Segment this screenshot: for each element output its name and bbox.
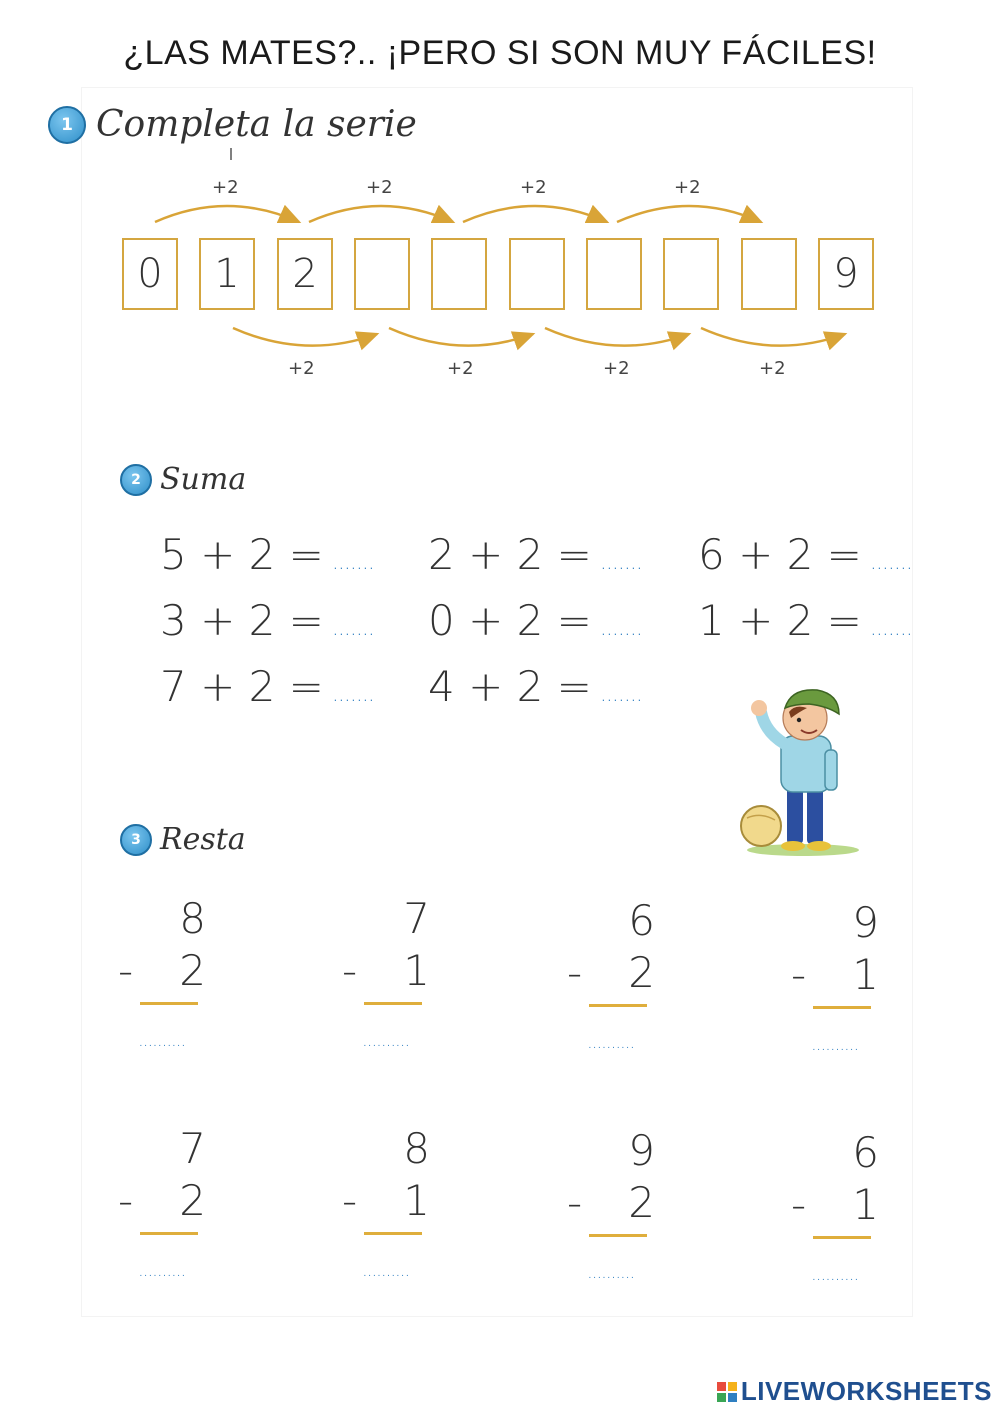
section-1-label: Completa la serie: [96, 104, 417, 145]
equation-expression: 3 + 2 =: [160, 596, 324, 645]
result-line: [589, 1004, 647, 1007]
result-line: [813, 1236, 871, 1239]
top-step-label: +2: [366, 177, 393, 198]
equation-expression: 1 + 2 =: [698, 596, 862, 645]
answer-blank[interactable]: ..........: [587, 1032, 635, 1053]
minus-sign: -: [567, 948, 583, 997]
bottom-arrow: [233, 328, 377, 346]
series-box-prefilled: 2: [277, 238, 333, 310]
subtrahend: 2: [179, 1176, 206, 1225]
answer-blank[interactable]: .......: [599, 682, 642, 707]
top-arrow: [463, 206, 607, 222]
subtrahend: 1: [852, 1180, 879, 1229]
answer-blank[interactable]: .......: [599, 616, 642, 641]
bottom-arrow: [701, 328, 845, 346]
answer-blank[interactable]: ..........: [138, 1030, 186, 1051]
series-box-answer[interactable]: [354, 238, 410, 310]
result-line: [140, 1232, 198, 1235]
answer-blank[interactable]: .......: [331, 616, 374, 641]
minuend: 7: [403, 894, 430, 943]
subtrahend: 1: [852, 950, 879, 999]
subtrahend: 2: [179, 946, 206, 995]
top-arrow: [155, 206, 299, 222]
subtrahend: 2: [628, 948, 655, 997]
result-line: [364, 1232, 422, 1235]
minus-sign: -: [118, 1176, 134, 1225]
answer-blank[interactable]: .......: [331, 682, 374, 707]
result-line: [589, 1234, 647, 1237]
subtrahend: 2: [628, 1178, 655, 1227]
answer-blank[interactable]: ..........: [811, 1264, 859, 1285]
top-step-label: +2: [674, 177, 701, 198]
top-arrow: [309, 206, 453, 222]
top-step-label: +2: [212, 177, 239, 198]
section-2-label: Suma: [160, 462, 247, 497]
minuend: 8: [179, 894, 206, 943]
bottom-arrow: [545, 328, 689, 346]
section-1-number-badge: 1: [48, 106, 86, 144]
minuend: 6: [628, 896, 655, 945]
minuend: 8: [403, 1124, 430, 1173]
result-line: [813, 1006, 871, 1009]
section-2-heading: [120, 462, 246, 497]
page-title: ¿LAS MATES?.. ¡PERO SI SON MUY FÁCILES!: [123, 34, 877, 72]
minuend: 9: [628, 1126, 655, 1175]
series-box-prefilled: 1: [199, 238, 255, 310]
minus-sign: -: [342, 946, 358, 995]
section-3-heading: [120, 822, 246, 857]
bottom-step-label: +2: [759, 358, 786, 379]
section-3-label: Resta: [160, 822, 246, 857]
liveworksheets-logo: [717, 1376, 992, 1407]
minus-sign: -: [791, 950, 807, 999]
boy-with-ball-illustration: [735, 678, 865, 858]
answer-blank[interactable]: .......: [869, 550, 912, 575]
equation-expression: 5 + 2 =: [160, 530, 324, 579]
equation-expression: 6 + 2 =: [698, 530, 862, 579]
top-arrow: [617, 206, 761, 222]
subtrahend: 1: [403, 946, 430, 995]
addition-equation: [428, 530, 642, 579]
series-box-answer[interactable]: [663, 238, 719, 310]
minuend: 6: [852, 1128, 879, 1177]
section-3-number-badge: 3: [120, 824, 152, 856]
minus-sign: -: [342, 1176, 358, 1225]
minuend: 7: [179, 1124, 206, 1173]
series-box-answer[interactable]: [509, 238, 565, 310]
series-box-prefilled: 0: [122, 238, 178, 310]
series-box-answer[interactable]: [586, 238, 642, 310]
addition-equation: [160, 662, 374, 711]
addition-equation: [428, 596, 642, 645]
answer-blank[interactable]: ..........: [362, 1030, 410, 1051]
equation-expression: 2 + 2 =: [428, 530, 592, 579]
equation-expression: 7 + 2 =: [160, 662, 324, 711]
bottom-step-label: +2: [288, 358, 315, 379]
minus-sign: -: [791, 1180, 807, 1229]
answer-blank[interactable]: .......: [869, 616, 912, 641]
result-line: [140, 1002, 198, 1005]
answer-blank[interactable]: .......: [599, 550, 642, 575]
answer-blank[interactable]: ..........: [362, 1260, 410, 1281]
series-box-prefilled: 9: [818, 238, 874, 310]
answer-blank[interactable]: ..........: [811, 1034, 859, 1055]
series-box-answer[interactable]: [741, 238, 797, 310]
equation-expression: 0 + 2 =: [428, 596, 592, 645]
addition-equation: [160, 596, 374, 645]
addition-equation: [698, 596, 912, 645]
bottom-arrow: [389, 328, 533, 346]
result-line: [364, 1002, 422, 1005]
answer-blank[interactable]: .......: [331, 550, 374, 575]
minus-sign: -: [567, 1178, 583, 1227]
minus-sign: -: [118, 946, 134, 995]
section-2-number-badge: 2: [120, 464, 152, 496]
equation-expression: 4 + 2 =: [428, 662, 592, 711]
series-box-answer[interactable]: [431, 238, 487, 310]
addition-equation: [698, 530, 912, 579]
top-step-label: +2: [520, 177, 547, 198]
minuend: 9: [852, 898, 879, 947]
addition-equation: [428, 662, 642, 711]
answer-blank[interactable]: ..........: [587, 1262, 635, 1283]
bottom-step-label: +2: [603, 358, 630, 379]
footer-brand: LIVEWORKSHEETS: [740, 1376, 992, 1406]
answer-blank[interactable]: ..........: [138, 1260, 186, 1281]
series-arrows: [0, 0, 1000, 420]
bottom-step-label: +2: [447, 358, 474, 379]
addition-equation: [160, 530, 374, 579]
subtrahend: 1: [403, 1176, 430, 1225]
liveworksheets-grid-icon: [717, 1382, 737, 1402]
